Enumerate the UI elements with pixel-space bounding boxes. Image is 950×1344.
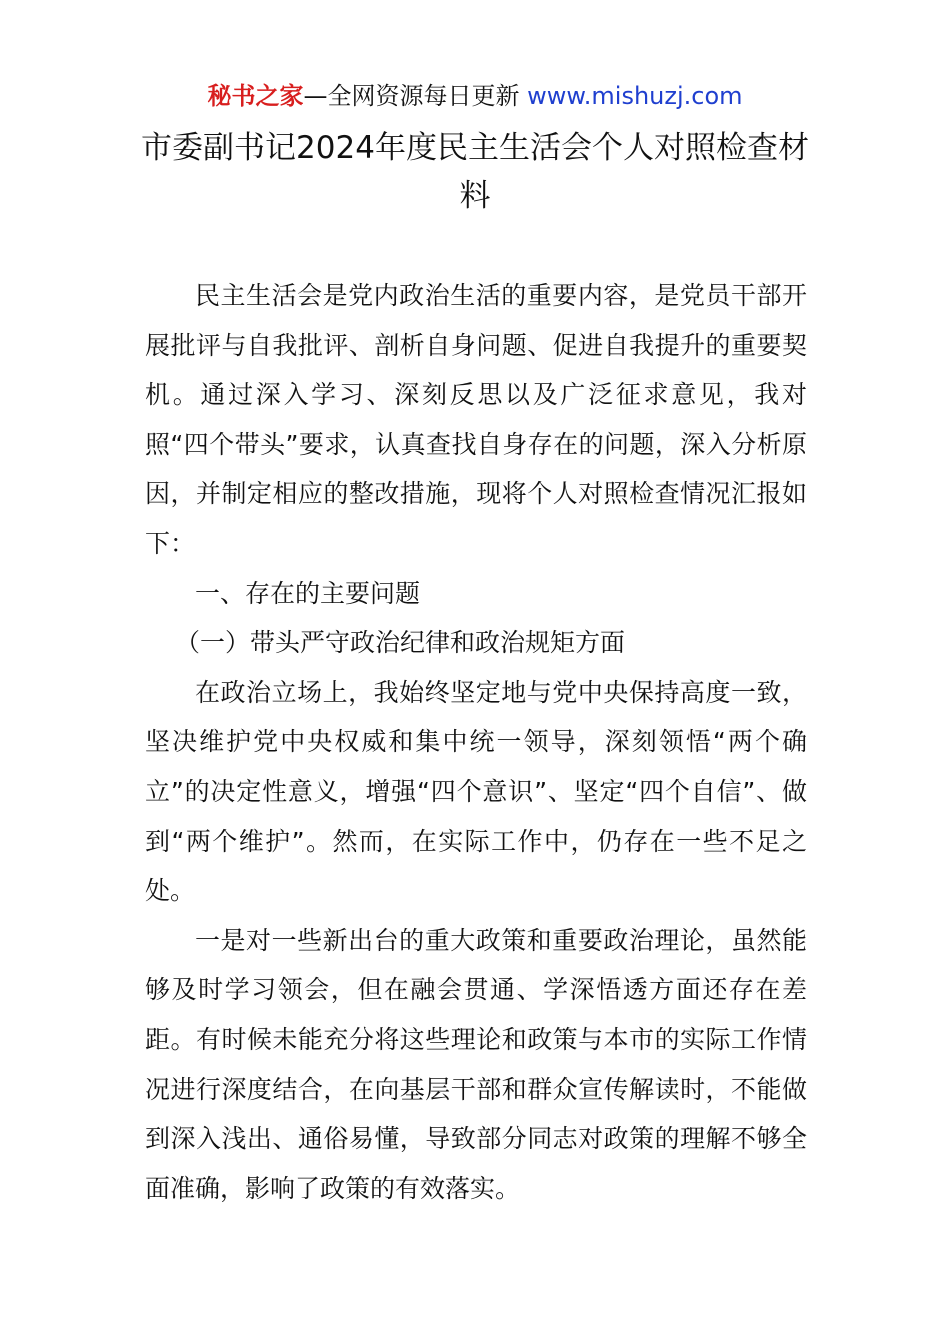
- intro-paragraph: 民主生活会是党内政治生活的重要内容，是党员干部开展批评与自我批评、剖析自身问题、促进自我提升的重要契机。通过深入学习、深刻反思以及广泛征求意见，我对照“四个带头”要求，认真查找自身存在的问题，深入分析原因，并制定相应的整改措施，现将个人对照检查情况汇报如下：: [145, 281, 807, 558]
- site-url-link[interactable]: www.mishuzj.com: [527, 82, 743, 110]
- brand-name: 秘书之家: [207, 82, 304, 110]
- section-heading: 一、存在的主要问题: [195, 578, 421, 608]
- document-title: 市委副书记2024年度民主生活会个人对照检查材料: [141, 130, 809, 214]
- body-paragraph: 一是对一些新出台的重大政策和重要政治理论，虽然能够及时学习领会，但在融会贯通、学深悟透方面还存在差距。有时候未能充分将这些理论和政策与本市的实际工作情况进行深度结合，在向基层干部和群众宣传解读时，不能做到深入浅出、通俗易懂，导致部分同志对政策的理解不够全面准确，影响了政策的有效落实。: [145, 925, 807, 1203]
- body-paragraph: 在政治立场上，我始终坚定地与党中央保持高度一致，坚决维护党中央权威和集中统一领导，深刻领悟“两个确立”的决定性意义，增强“四个意识”、坚定“四个自信”、做到“两个维护”。然而，在实际工作中，仍存在一些不足之处。: [145, 677, 807, 906]
- subsection-heading: （一）带头严守政治纪律和政治规矩方面: [175, 628, 626, 658]
- banner-tagline: —全网资源每日更新: [303, 82, 528, 110]
- site-banner: [0, 78, 950, 114]
- document-body: [145, 271, 807, 1213]
